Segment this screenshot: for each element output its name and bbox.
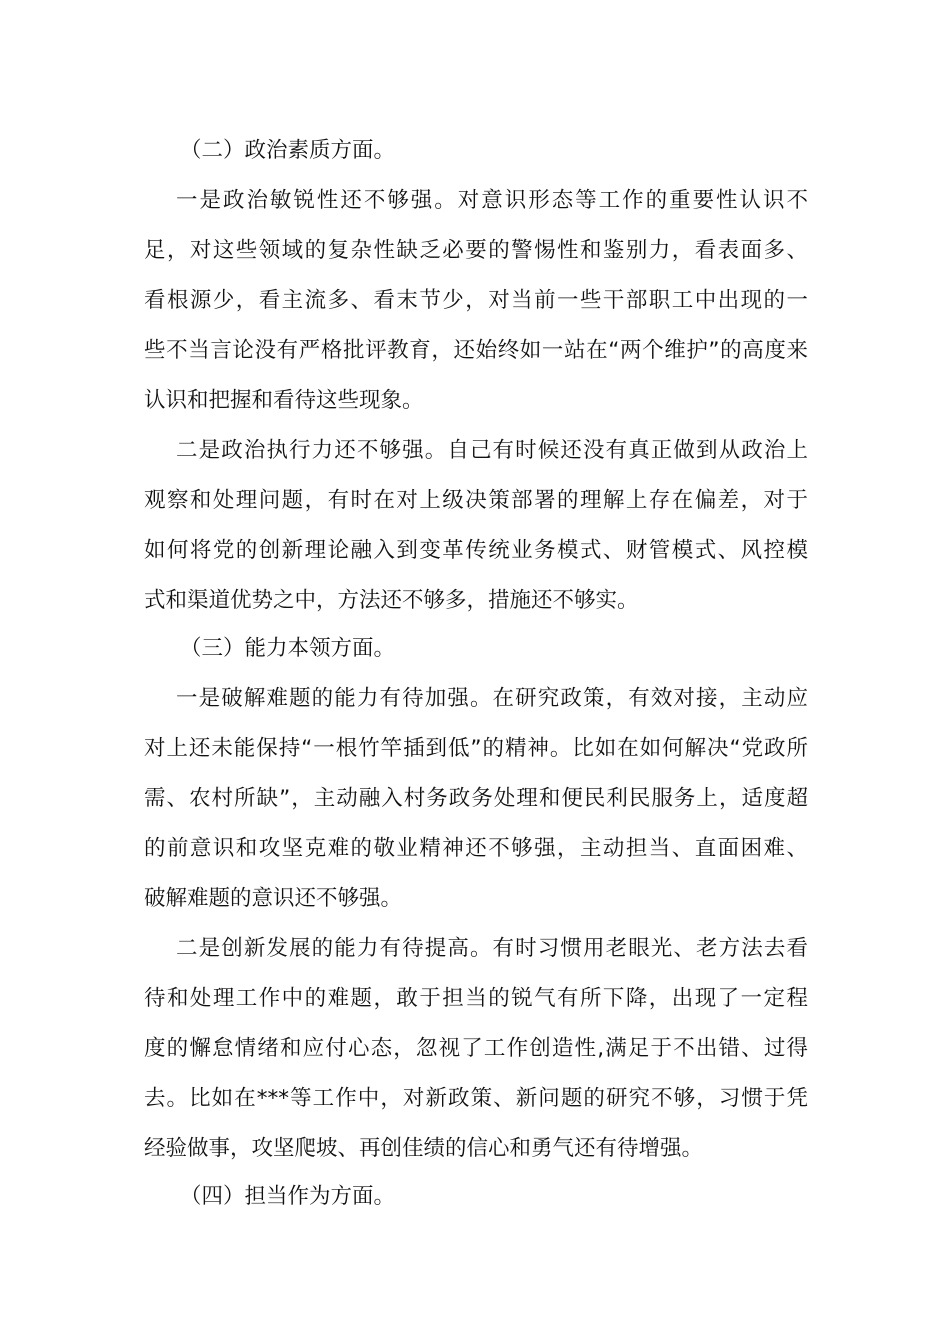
paragraph-line: 待和处理工作中的难题，敢于担当的锐气有所下降，出现了一定程 (144, 986, 808, 1011)
paragraph-line: 二是创新发展的能力有待提高。有时习惯用老眼光、老方法去看 (176, 936, 808, 961)
paragraph-line: 看根源少，看主流多、看末节少，对当前一些干部职工中出现的一 (144, 288, 808, 313)
section-heading: （三）能力本领方面。 (180, 636, 396, 661)
paragraph-line: 观察和处理问题，有时在对上级决策部署的理解上存在偏差，对于 (144, 488, 808, 513)
paragraph-line: 一是破解难题的能力有待加强。在研究政策，有效对接，主动应 (176, 686, 808, 711)
section-heading: （四）担当作为方面。 (180, 1184, 396, 1209)
paragraph-line: 度的懈怠情绪和应付心态，忽视了工作创造性,满足于不出错、过得 (144, 1036, 808, 1061)
paragraph-line: 足，对这些领域的复杂性缺乏必要的警惕性和鉴别力，看表面多、 (144, 238, 808, 263)
paragraph-line: 认识和把握和看待这些现象。 (144, 388, 424, 413)
paragraph-line: 一是政治敏锐性还不够强。对意识形态等工作的重要性认识不 (176, 188, 808, 213)
paragraph-line: 对上还未能保持“一根竹竿插到低”的精神。比如在如何解决“党政所 (144, 736, 808, 761)
paragraph-line: 些不当言论没有严格批评教育，还始终如一站在“两个维护”的高度来 (144, 338, 808, 363)
paragraph-line: 式和渠道优势之中，方法还不够多，措施还不够实。 (144, 588, 639, 613)
paragraph-line: 的前意识和攻坚克难的敬业精神还不够强，主动担当、直面困难、 (144, 836, 808, 861)
section-heading: （二）政治素质方面。 (180, 138, 396, 163)
paragraph-line: 经验做事，攻坚爬坡、再创佳绩的信心和勇气还有待增强。 (144, 1136, 704, 1161)
paragraph-line: 破解难题的意识还不够强。 (144, 886, 403, 911)
paragraph-line: 二是政治执行力还不够强。自己有时候还没有真正做到从政治上 (176, 438, 808, 463)
paragraph-line: 如何将党的创新理论融入到变革传统业务模式、财管模式、风控模 (144, 538, 808, 563)
paragraph-line: 去。比如在***等工作中，对新政策、新问题的研究不够，习惯于凭 (144, 1086, 808, 1111)
paragraph-line: 需、农村所缺”，主动融入村务政务处理和便民利民服务上，适度超 (144, 786, 808, 811)
